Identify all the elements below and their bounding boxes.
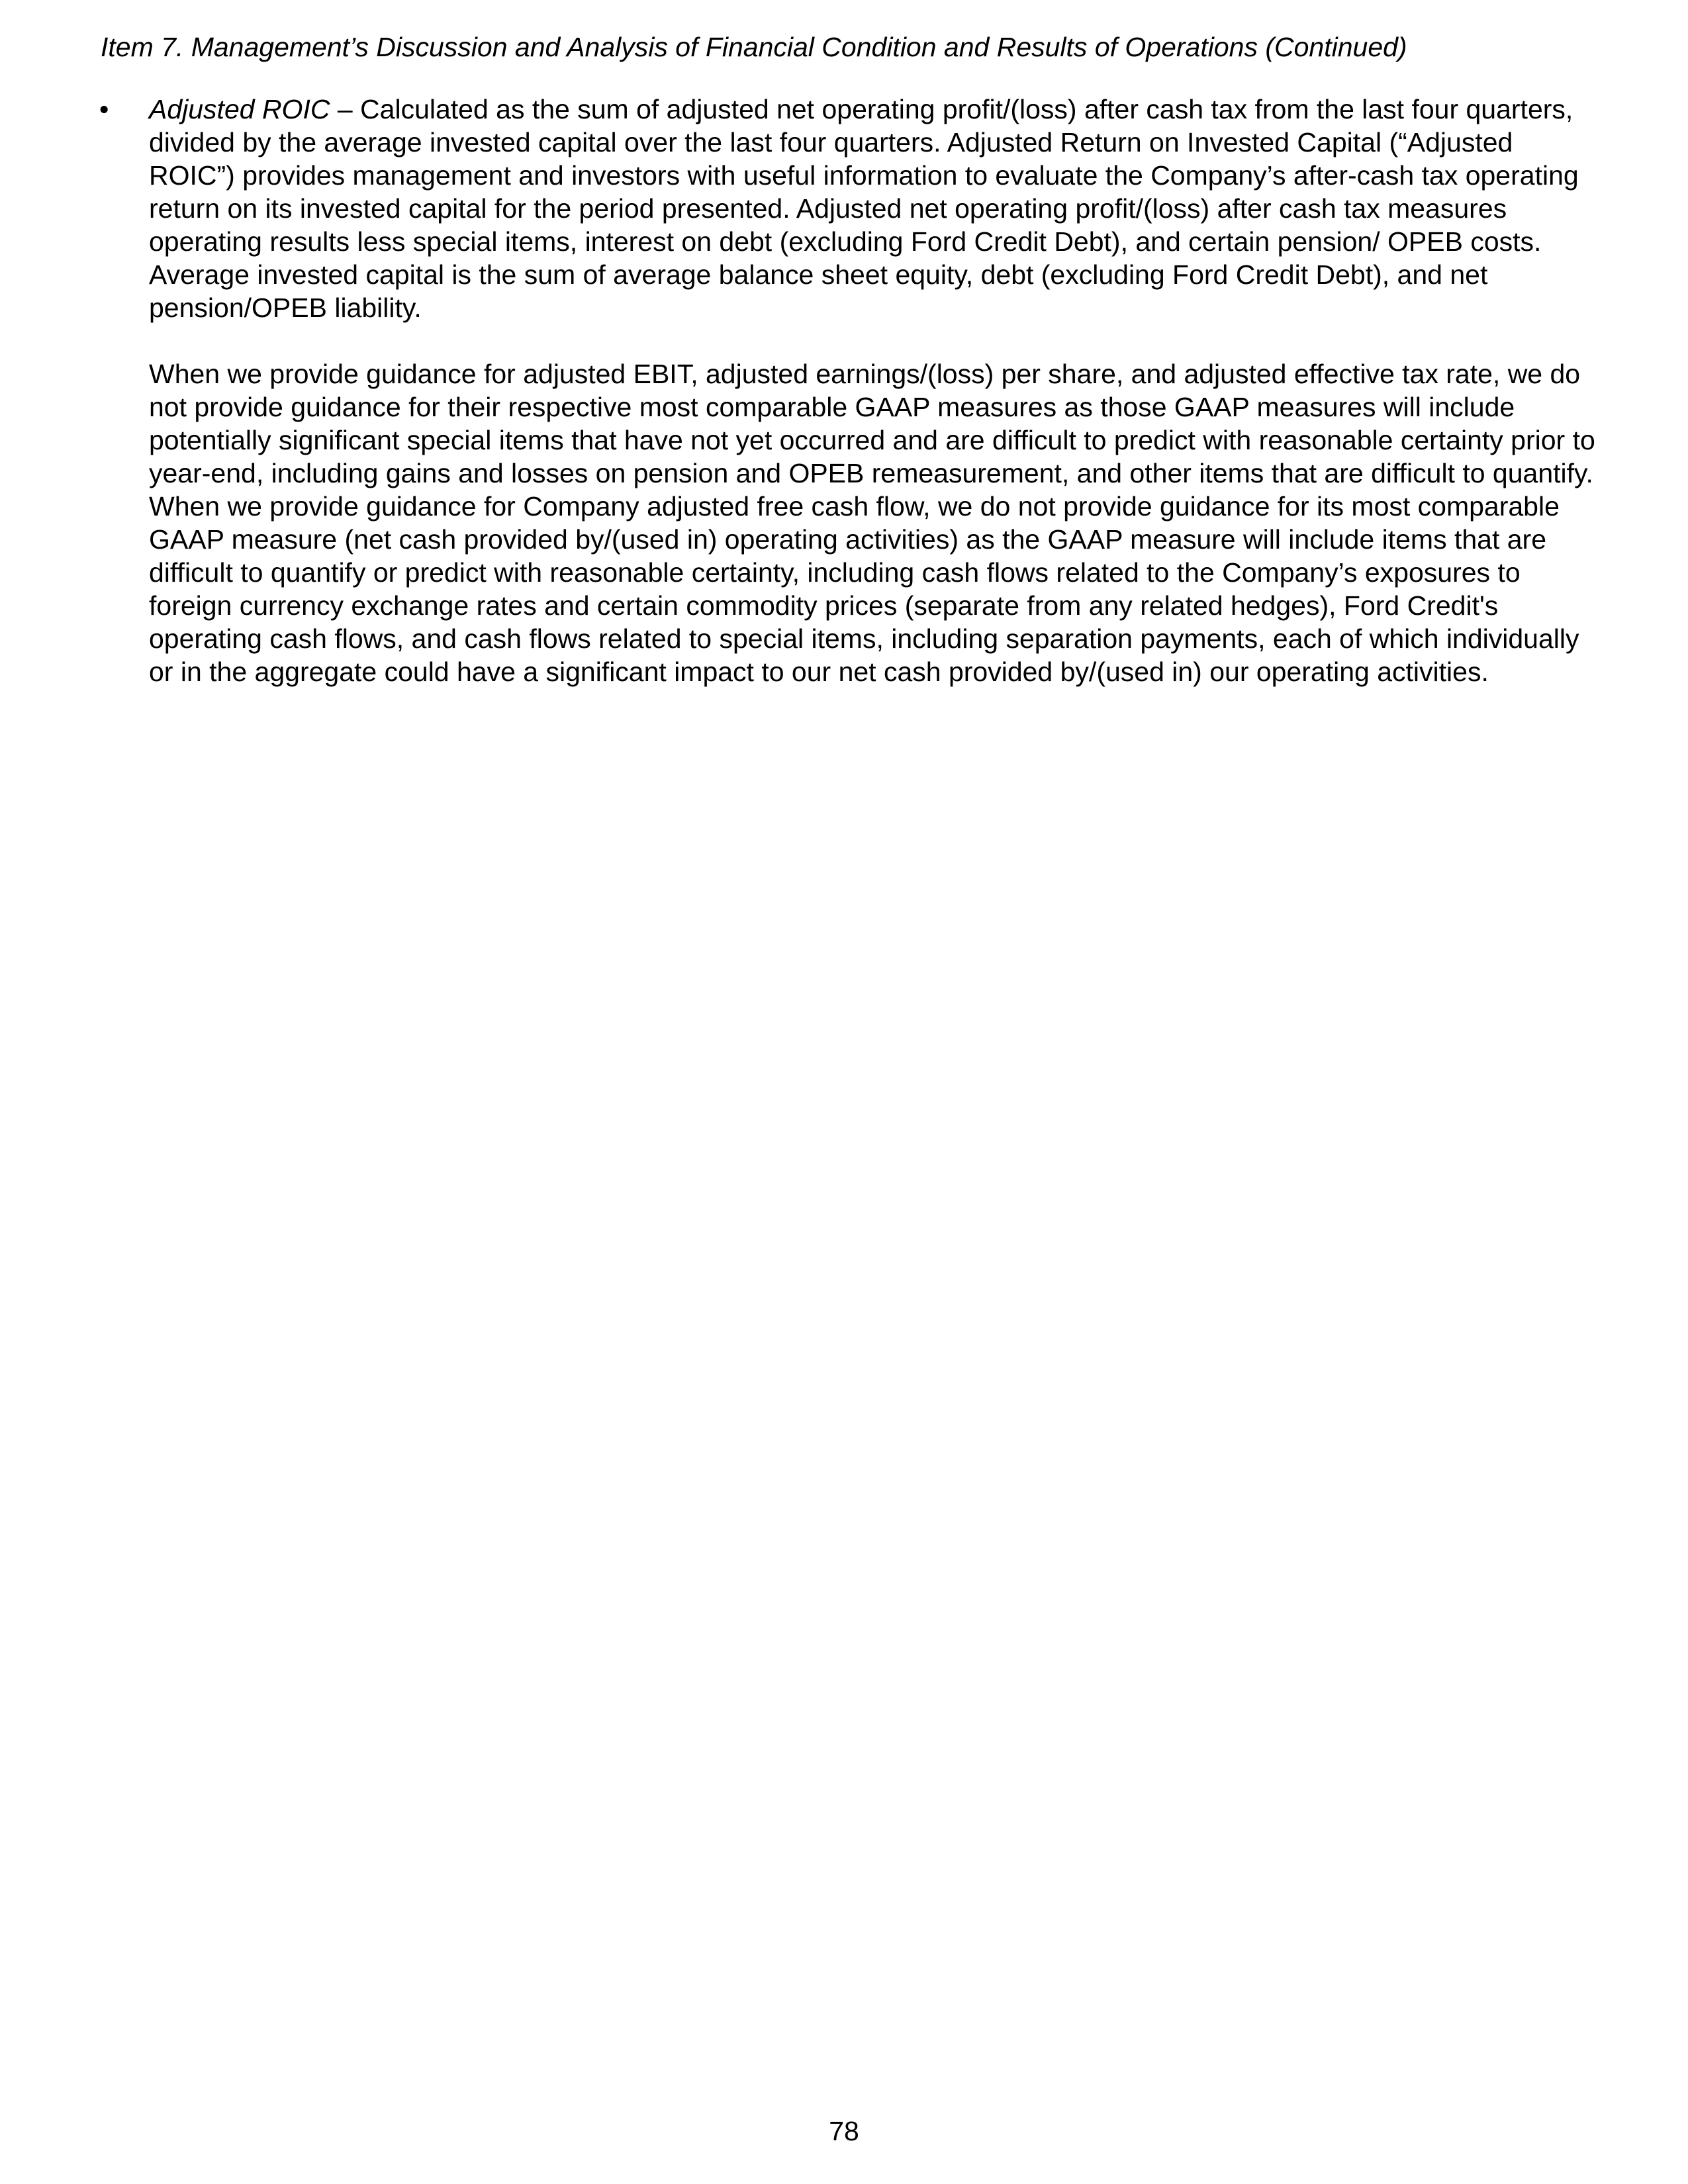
term-separator: – [330, 94, 361, 124]
adjusted-roic-description: Calculated as the sum of adjusted net operating profit/(loss) after cash tax from the last four quarters, divided by the average invested capital over the last four quarters. Adjusted Return on Invested Capital (“Adjusted ROIC”) provides management and investors with useful information to evaluate the Company’s after-cash tax operating return on its invested capital for the period presented. Adjusted net operating profit/(loss) after cash tax measures operating results less special items, interest on debt (excluding Ford Credit Debt), and certain pension/ OPEB costs. Average invested capital is the sum of average balance sheet equity, debt (excluding Ford Credit Debt), and net pension/OPEB liability. [149, 94, 1579, 323]
bullet-marker: • [99, 94, 109, 124]
guidance-paragraph: When we provide guidance for adjusted EBIT, adjusted earnings/(loss) per share, and adjusted effective tax rate, we do not provide guidance for their respective most comparable GAAP measures as those GAAP measures will include potentially significant special items that have not yet occurred and are difficult to predict with reasonable certainty prior to year-end, including gains and losses on pension and OPEB remeasurement, and other items that are difficult to quantify. When we provide guidance for Company adjusted free cash flow, we do not provide guidance for its most comparable GAAP measure (net cash provided by/(used in) operating activities) as the GAAP measure will include items that are difficult to quantify or predict with reasonable certainty, including cash flows related to the Company’s exposures to foreign currency exchange rates and certain commodity prices (separate from any related hedges), Ford Credit's operating cash flows, and cash flows related to special items, including separation payments, each of which individually or in the aggregate could have a significant impact to our net cash provided by/(used in) our operating activities. [149, 359, 1595, 687]
adjusted-roic-paragraph [149, 93, 1602, 324]
adjusted-roic-term: Adjusted ROIC [149, 94, 330, 124]
page-number: 78 [829, 2116, 859, 2146]
page-header: Item 7. Management’s Discussion and Analysis of Financial Condition and Results of Operations (Continued) [101, 32, 1407, 62]
